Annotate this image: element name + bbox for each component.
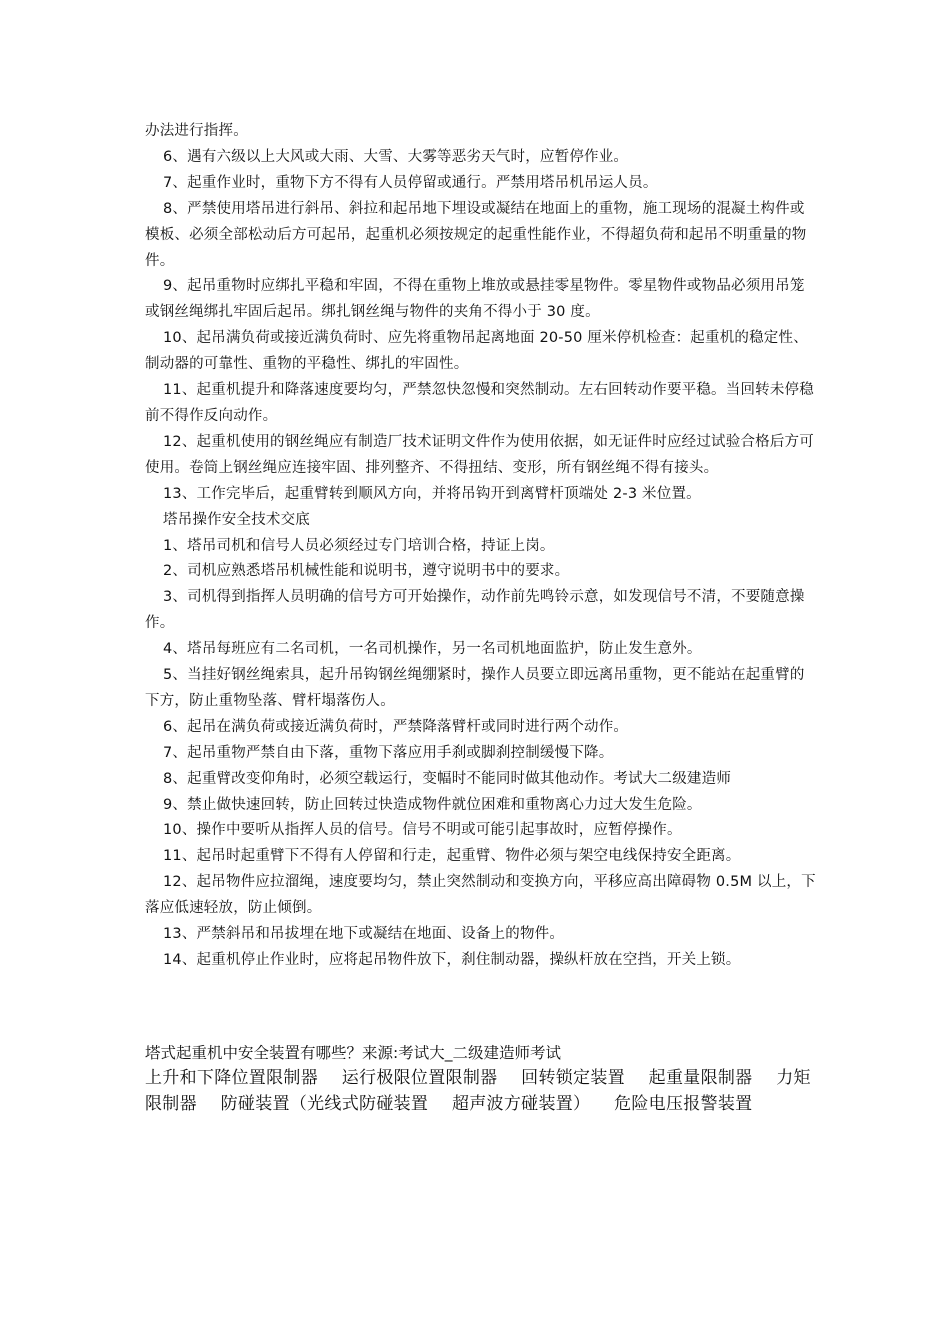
paragraph: 5、当挂好钢丝绳索具，起升吊钩钢丝绳绷紧时，操作人员要立即远离吊重物，更不能站在起重臂的下方，防止重物坠落、臂杆塌落伤人。 [145, 667, 805, 709]
paragraph: 7、起重作业时，重物下方不得有人员停留或通行。严禁用塔吊机吊运人员。 [163, 174, 658, 191]
paragraph: 13、严禁斜吊和吊拔埋在地下或凝结在地面、设备上的物件。 [163, 926, 565, 943]
device-item: 运行极限位置限制器 [341, 1068, 498, 1088]
device-item: 危险电压报警装置 [614, 1094, 753, 1114]
safety-devices-title: 塔式起重机中安全装置有哪些？来源:考试大_二级建造师考试 [145, 1044, 561, 1062]
paragraph: 3、司机得到指挥人员明确的信号方可开始操作，动作前先鸣铃示意，如发现信号不清，不要随意操作。 [145, 589, 805, 632]
section-heading: 塔吊操作安全技术交底 [163, 511, 310, 528]
paragraph: 11、起吊时起重臂下不得有人停留和行走，起重臂、物件必须与架空电线保持安全距离。 [163, 848, 741, 865]
device-item: 上升和下降位置限制器 [145, 1068, 318, 1088]
paragraph: 2、司机应熟悉塔吊机械性能和说明书，遵守说明书中的要求。 [163, 563, 570, 580]
paragraph: 9、禁止做快速回转，防止回转过快造成物件就位困难和重物离心力过大发生危险。 [163, 796, 702, 813]
paragraph: 12、起重机使用的钢丝绳应有制造厂技术证明文件作为使用依据，如无证件时应经过试验合格后方可使用。卷筒上钢丝绳应连接牢固、排列整齐、不得扭结、变形，所有钢丝绳不得有接头。 [145, 433, 814, 476]
paragraph: 6、起吊在满负荷或接近满负荷时，严禁降落臂杆或同时进行两个动作。 [163, 718, 629, 735]
paragraph: 14、起重机停止作业时，应将起吊物件放下，刹住制动器，操纵杆放在空挡，开关上锁。 [163, 952, 741, 968]
device-item: 超声波方碰装置） [451, 1094, 591, 1114]
paragraph: 办法进行指挥。 [145, 123, 248, 139]
paragraph: 9、起吊重物时应绑扎平稳和牢固，不得在重物上堆放或悬挂零星物件。零星物件或物品必须用吊笼或钢丝绳绑扎牢固后起吊。绑扎钢丝绳与物件的夹角不得小于 30 度。 [145, 278, 805, 321]
device-item: 回转锁定装置 [521, 1068, 625, 1088]
safety-devices-section [145, 1041, 817, 1117]
paragraph: 10、操作中要听从指挥人员的信号。信号不明或可能引起事故时，应暂停操作。 [163, 822, 682, 839]
paragraph: 11、起重机提升和降落速度要均匀，严禁忽快忽慢和突然制动。左右回转动作要平稳。当回转未停稳前不得作反向动作。 [145, 382, 814, 424]
paragraph: 8、起重臂改变仰角时，必须空载运行，变幅时不能同时做其他动作。考试大二级建造师 [163, 770, 732, 787]
safety-devices-list [145, 1065, 817, 1117]
paragraph: 6、遇有六级以上大风或大雨、大雪、大雾等恶劣天气时，应暂停作业。 [163, 148, 629, 165]
paragraph: 8、严禁使用塔吊进行斜吊、斜拉和起吊地下埋设或凝结在地面上的重物，施工现场的混凝土构件或模板、必须全部松动后方可起吊，起重机必须按规定的起重性能作业，不得超负荷和起吊不明重量的物件。 [145, 200, 807, 269]
paragraph: 1、塔吊司机和信号人员必须经过专门培训合格，持证上岗。 [163, 537, 555, 554]
paragraph: 7、起吊重物严禁自由下落，重物下落应用手刹或脚刹控制缓慢下降。 [163, 744, 614, 761]
paragraph: 10、起吊满负荷或接近满负荷时、应先将重物吊起离地面 20-50 厘米停机检查：起重机的稳定性、制动器的可靠性、重物的平稳性、绑扎的牢固性。 [145, 330, 808, 373]
paragraph: 12、起吊物件应拉溜绳，速度要均匀，禁止突然制动和变换方向，平移应高出障碍物 0.5M 以上，下落应低速轻放，防止倾倒。 [145, 874, 816, 917]
device-item: 力矩限制器 [145, 1068, 811, 1114]
paragraph: 4、塔吊每班应有二名司机，一名司机操作，另一名司机地面监护，防止发生意外。 [163, 641, 702, 658]
device-item: 起重量限制器 [648, 1068, 753, 1088]
device-item: 防碰装置（光线式防碰装置 [220, 1094, 429, 1114]
paragraph: 13、工作完毕后，起重臂转到顺风方向，并将吊钩开到离臂杆顶端处 2-3 米位置。 [163, 485, 701, 502]
body-text [145, 119, 817, 974]
